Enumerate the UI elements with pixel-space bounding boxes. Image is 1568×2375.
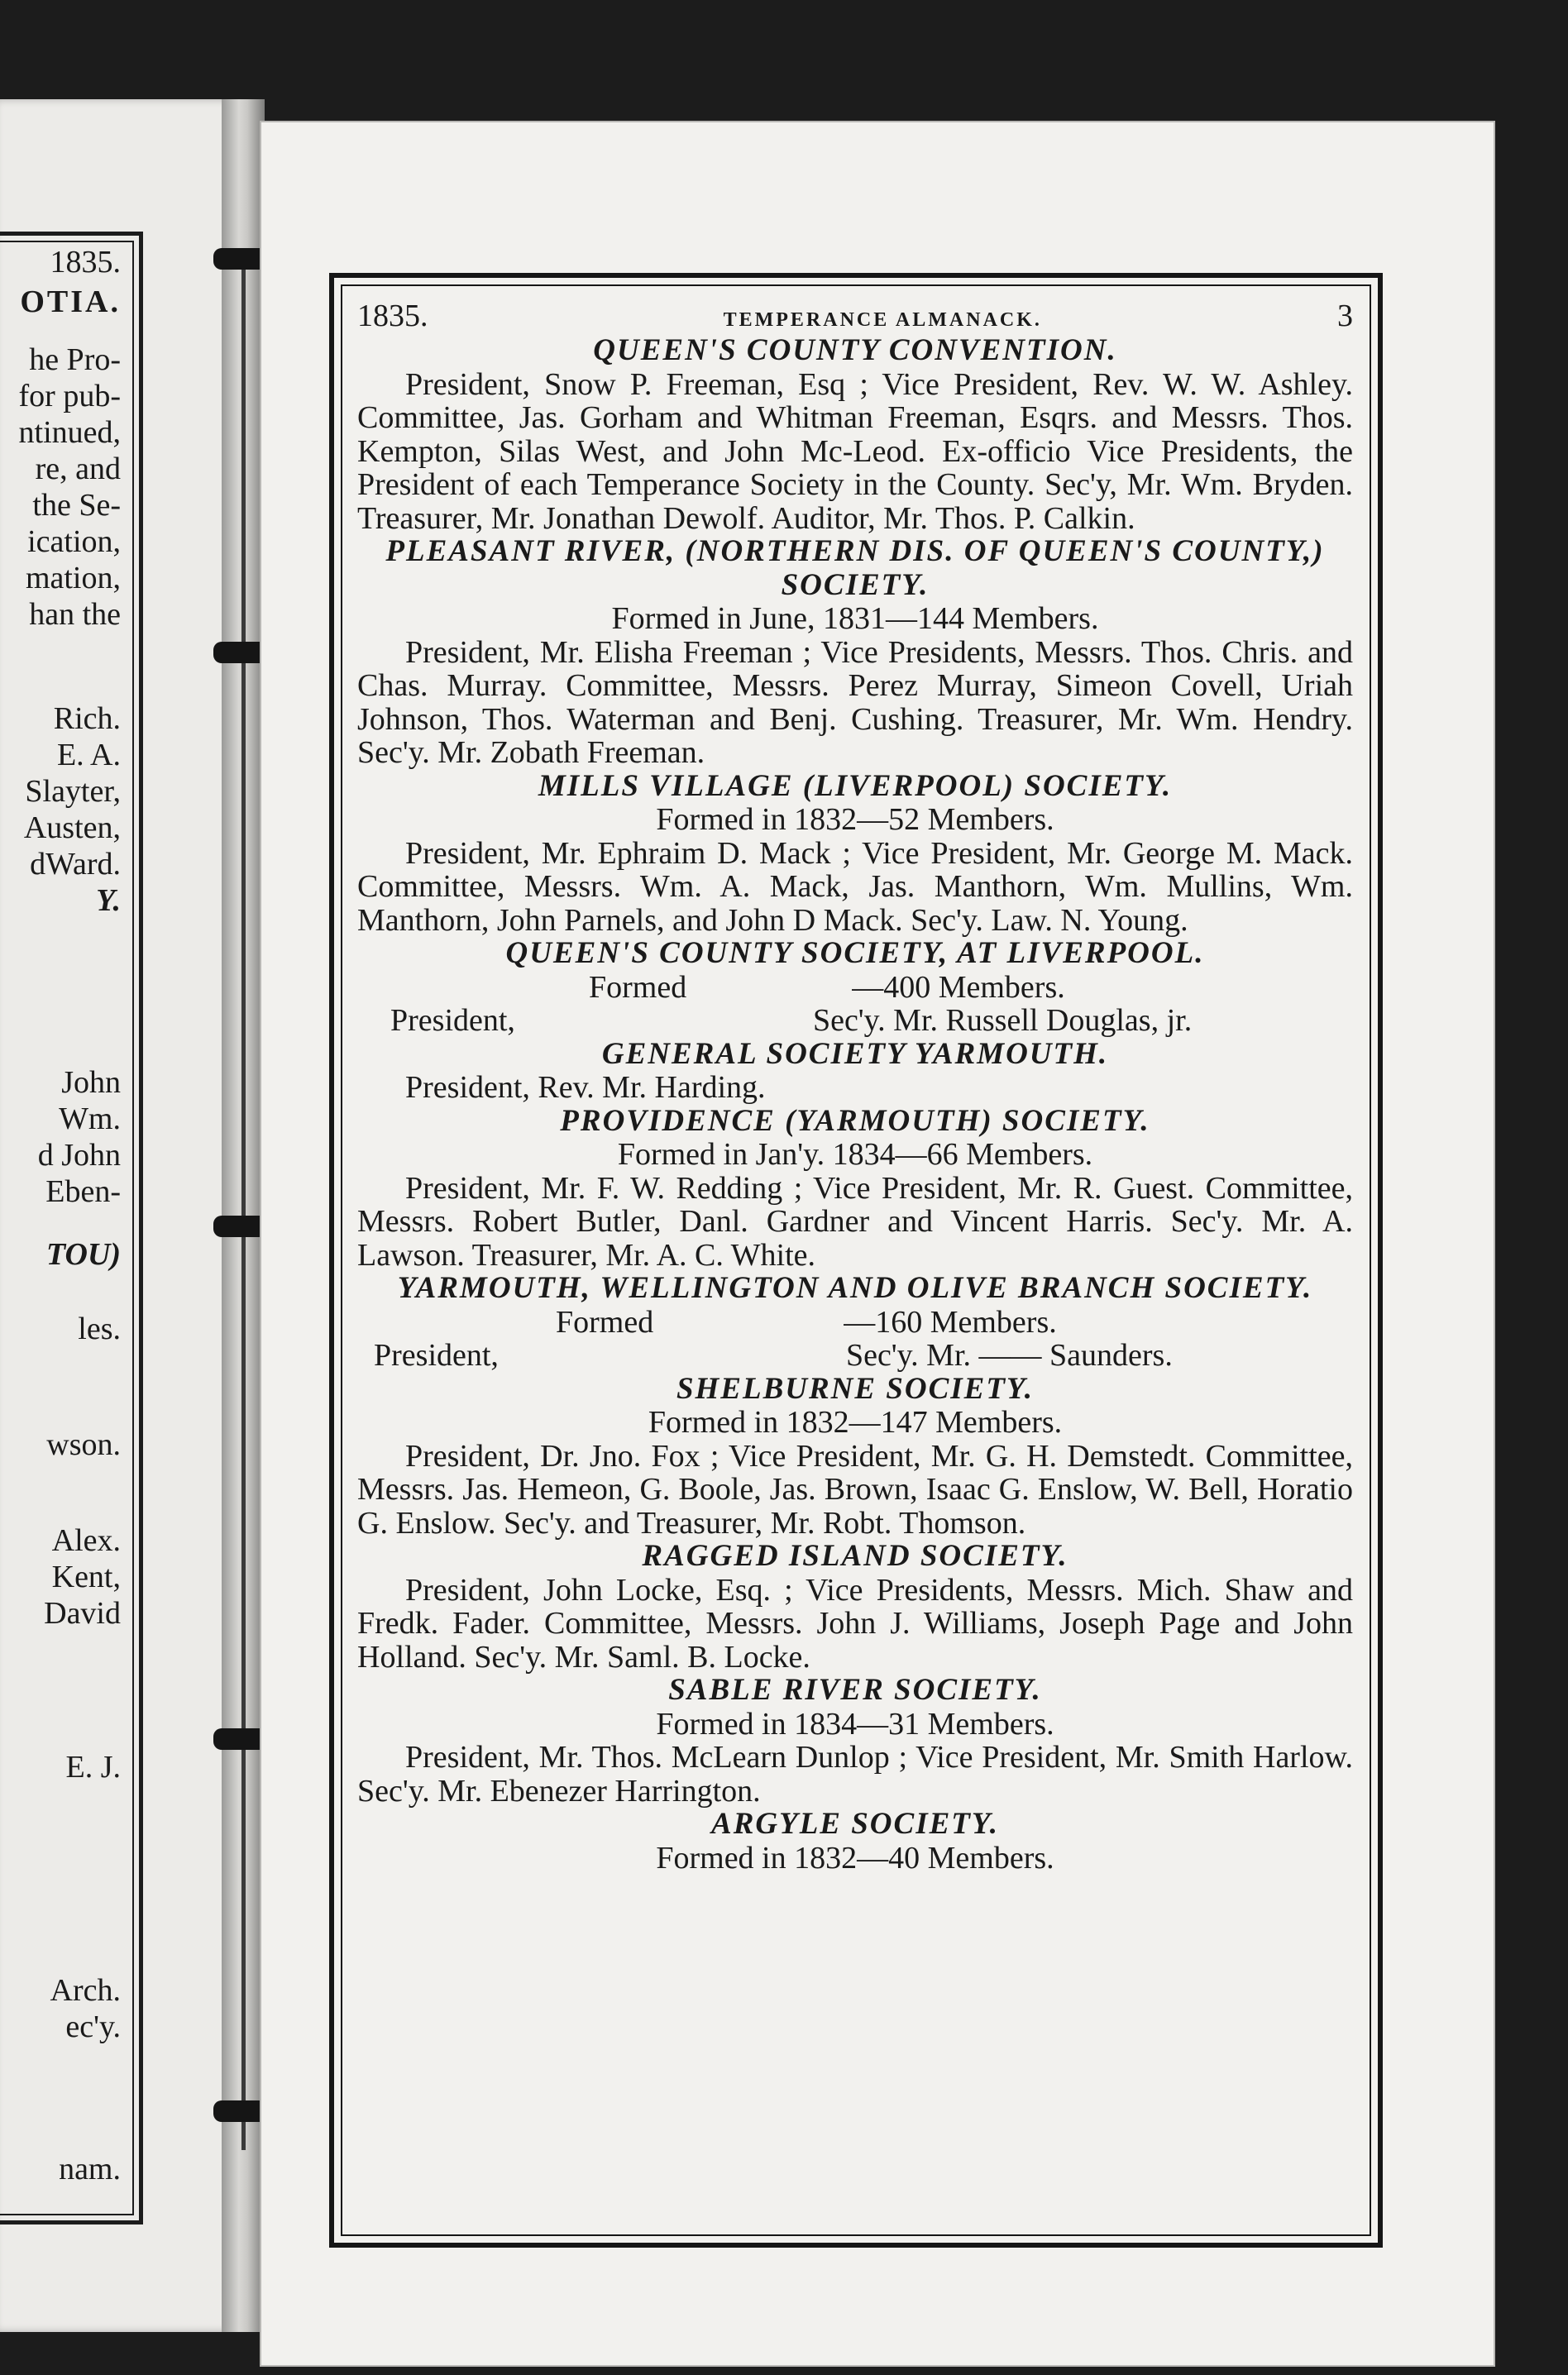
prev-line: he Pro- xyxy=(29,342,121,377)
prev-line: han the xyxy=(29,597,121,632)
formed-line xyxy=(357,1306,1353,1340)
running-head xyxy=(357,298,1353,331)
prev-line: dWard. xyxy=(30,847,121,882)
section-text: President, John Locke, Esq. ; Vice Presidents, Messrs. Mich. Shaw and Fredk. Fader. Committee, Messrs. John J. Williams, Joseph Page and John Holland. Sec'y. Mr. Saml. B. Locke. xyxy=(357,1572,1353,1675)
previous-page xyxy=(0,99,248,2332)
president-label: President, xyxy=(390,1003,515,1038)
prev-line: Austen, xyxy=(23,810,121,845)
section-heading: SHELBURNE SOCIETY. xyxy=(676,1371,1035,1406)
section-text: President, Snow P. Freeman, Esq ; Vice President, Rev. W. W. Ashley. Committee, Jas. Gorham and Whitman Freeman, Esqrs. and Messrs. Thos. Kempton, Silas West, and John Mc-Leod. Ex-officio Vice Presidents, the President of each Temperance Society in the County. Sec'y, Mr. Wm. Bryden. Treasurer, Mr. Jonathan Dewolf. Auditor, Mr. Thos. P. Calkin. xyxy=(357,366,1353,536)
page-border xyxy=(329,273,1383,2248)
section-text: President, Mr. Elisha Freeman ; Vice Presidents, Messrs. Thos. Chris. and Chas. Murray. Committee, Messrs. Perez Murray, Simeon Covell, Uriah Johnson, Thos. Waterman and Benj. Cushing. Treasurer, Mr. Wm. Hendry. Sec'y. Mr. Zobath Freeman. xyxy=(357,634,1353,770)
running-head-year: 1835. xyxy=(357,299,428,333)
prev-line: d John xyxy=(37,1138,121,1173)
body-text xyxy=(357,334,1353,1875)
prev-line: Rich. xyxy=(53,701,121,736)
section-heading: QUEEN'S COUNTY CONVENTION. xyxy=(593,333,1117,367)
page-content xyxy=(341,284,1371,2236)
prev-line: E. A. xyxy=(56,738,121,772)
prev-line: ication, xyxy=(27,524,121,559)
prev-line: OTIA. xyxy=(20,284,121,319)
prev-line: Alex. xyxy=(51,1523,121,1558)
section-heading: YARMOUTH, WELLINGTON AND OLIVE BRANCH SOCIETY. xyxy=(397,1271,1313,1305)
formed-line: Formed in Jan'y. 1834—66 Members. xyxy=(617,1137,1093,1172)
prev-line: les. xyxy=(78,1312,121,1346)
prev-line: for pub- xyxy=(18,379,121,413)
binding-thread xyxy=(241,248,246,2150)
almanack-page xyxy=(261,122,1494,2365)
formed-line: Formed in 1834—31 Members. xyxy=(656,1706,1054,1742)
section-text: President, Mr. F. W. Redding ; Vice President, Mr. R. Guest. Committee, Messrs. Robert Butler, Danl. Gardner and Vincent Harris. Sec'y. Mr. A. Lawson. Treasurer, Mr. A. C. White. xyxy=(357,1170,1353,1273)
formed-line xyxy=(357,971,1353,1005)
section-text: President, Dr. Jno. Fox ; Vice President, Mr. G. H. Demstedt. Committee, Messrs. Jas. Hemeon, G. Boole, Jas. Brown, Isaac G. Enslow, W. Bell, Horatio G. Enslow. Sec'y. and Treasurer, Mr. Robt. Thomson. xyxy=(357,1438,1353,1541)
formed-label: Formed xyxy=(589,969,687,1005)
section-heading: QUEEN'S COUNTY SOCIETY, AT LIVERPOOL. xyxy=(505,936,1205,970)
section-text: President, Mr. Thos. McLearn Dunlop ; Vice President, Mr. Smith Harlow. Sec'y. Mr. Ebenezer Harrington. xyxy=(357,1740,1353,1809)
prev-line: Eben- xyxy=(45,1174,121,1209)
section-text: President, Mr. Ephraim D. Mack ; Vice President, Mr. George M. Mack. Committee, Messrs. Wm. A. Mack, Jas. Manthorn, Wm. Mullins, Wm. Manthorn, John Parnels, and John D Mack. Sec'y. Law. N. Young. xyxy=(357,835,1353,938)
prev-line: Slayter, xyxy=(25,774,121,809)
formed-line: Formed in June, 1831—144 Members. xyxy=(611,601,1099,636)
prev-line: Wm. xyxy=(59,1101,121,1136)
page-number: 3 xyxy=(1337,299,1353,333)
section-heading: ARGYLE SOCIETY. xyxy=(711,1807,999,1841)
president-label: President, xyxy=(374,1338,499,1373)
prev-line: ec'y. xyxy=(65,2009,121,2044)
prev-line: E. J. xyxy=(65,1750,121,1785)
prev-line: TOU) xyxy=(45,1237,121,1272)
previous-page-frame xyxy=(0,232,143,2224)
officers-line xyxy=(357,1004,1353,1038)
prev-line: the Se- xyxy=(32,488,121,523)
prev-line: Y. xyxy=(96,883,121,918)
secretary-text: Sec'y. Mr. Russell Douglas, jr. xyxy=(812,1003,1193,1038)
section-heading: PROVIDENCE (YARMOUTH) SOCIETY. xyxy=(560,1103,1150,1138)
formed-line: Formed in 1832—147 Members. xyxy=(648,1405,1063,1440)
formed-label: Formed xyxy=(556,1304,654,1340)
formed-line: Formed in 1832—52 Members. xyxy=(656,802,1054,837)
officers-line xyxy=(357,1339,1353,1373)
prev-line: John xyxy=(61,1065,121,1100)
section-text: President, Rev. Mr. Harding. xyxy=(405,1070,766,1105)
section-heading: GENERAL SOCIETY YARMOUTH. xyxy=(601,1036,1109,1071)
prev-line: ntinued, xyxy=(18,415,121,450)
section-heading: MILLS VILLAGE (LIVERPOOL) SOCIETY. xyxy=(538,768,1173,803)
prev-line: nam. xyxy=(59,2152,121,2186)
member-count: —400 Members. xyxy=(852,969,1065,1005)
prev-line: re, and xyxy=(35,452,121,486)
prev-line: Arch. xyxy=(50,1973,121,2008)
section-heading: SABLE RIVER SOCIETY. xyxy=(668,1673,1042,1707)
formed-line: Formed in 1832—40 Members. xyxy=(656,1840,1054,1876)
section-heading: RAGGED ISLAND SOCIETY. xyxy=(642,1539,1068,1573)
section-heading: PLEASANT RIVER, (NORTHERN DIS. OF QUEEN'S COUNTY,) SOCIETY. xyxy=(385,534,1325,602)
member-count: —160 Members. xyxy=(844,1304,1057,1340)
secretary-text: Sec'y. Mr. —— Saunders. xyxy=(845,1338,1173,1373)
prev-line: mation, xyxy=(25,561,121,595)
running-head-title: TEMPERANCE ALMANACK. xyxy=(723,309,1042,331)
prev-line: David xyxy=(44,1596,121,1631)
prev-line: 1835. xyxy=(50,245,121,280)
prev-line: wson. xyxy=(46,1427,121,1462)
prev-line: Kent, xyxy=(51,1560,121,1594)
